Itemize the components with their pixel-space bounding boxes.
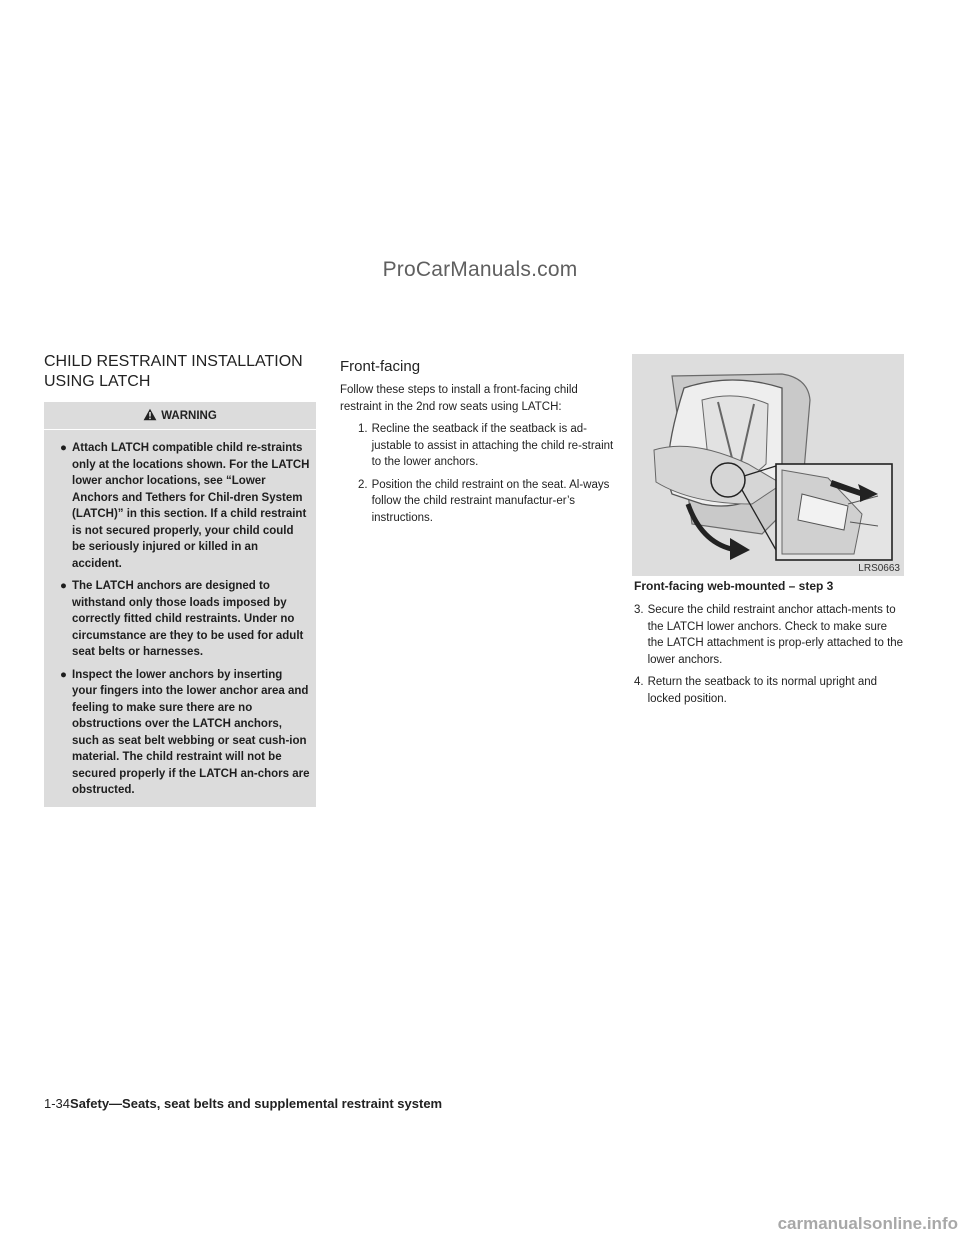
steps-list — [340, 421, 622, 526]
steps-list — [632, 602, 904, 707]
bullet-icon: ● — [60, 580, 67, 592]
section-title — [44, 352, 316, 392]
warning-list — [44, 430, 316, 799]
watermark-bottom: carmanualsonline.info — [777, 1214, 958, 1233]
warning-triangle-icon — [143, 408, 157, 424]
step-text: Return the seatback to its normal upright and locked position. — [647, 676, 878, 705]
warning-item — [60, 578, 310, 661]
step-item — [634, 674, 904, 707]
step-text: Secure the child restraint anchor attach-ments to the LATCH lower anchors. Check to make sure the LATCH attachment is prop-erly attached to the lower anchors. — [647, 604, 904, 666]
section-title-line2: USING LATCH — [44, 373, 151, 390]
step-item — [358, 421, 622, 471]
step-item — [358, 477, 622, 527]
step-number: 3. — [634, 604, 644, 616]
figure-code: LRS0663 — [858, 563, 900, 574]
step-number: 4. — [634, 676, 644, 688]
warning-item-text: Attach LATCH compatible child re-straints only at the locations shown. For the LATCH lower anchor locations, see “Lower Anchors and Tethers for Chil-dren System (LATCH)” in this section. If a child restraint is not secured properly, your child could be seriously injured or killed in an accident. — [72, 442, 310, 570]
warning-item — [60, 440, 310, 572]
step-item — [634, 602, 904, 668]
middle-column — [340, 358, 622, 526]
figure-illustration — [632, 354, 904, 576]
section-title-line1: CHILD RESTRAINT INSTALLATION — [44, 353, 303, 370]
warning-box — [44, 402, 316, 807]
child-seat-illustration — [632, 354, 904, 576]
right-column — [632, 354, 904, 707]
page-footer — [44, 1096, 442, 1111]
page-number: 1-34 — [44, 1096, 71, 1111]
footer-title: Safety—Seats, seat belts and supplemental restraint system — [70, 1096, 443, 1111]
step-number: 1. — [358, 423, 368, 435]
warning-label: WARNING — [161, 410, 217, 422]
bullet-icon: ● — [60, 668, 67, 681]
warning-item-text: Inspect the lower anchors by inserting your fingers into the lower anchor area and feeling to make sure there are no obstructions over the LATCH anchors, such as seat belt webbing or seat cush-ion material. The child restraint will not be secured properly if the LATCH an-chors are obstructed. — [72, 668, 310, 796]
warning-item-text: The LATCH anchors are designed to withstand only those loads imposed by correctly fitted child restraints. Under no circumstance are they to be used for adult seat belts or harnesses. — [72, 580, 304, 658]
subsection-title: Front-facing — [340, 358, 421, 375]
intro-paragraph: Follow these steps to install a front-facing child restraint in the 2nd row seats using LATCH: — [340, 384, 578, 413]
step-text: Position the child restraint on the seat. Al-ways follow the child restraint manufactur-er’s instructions. — [371, 478, 610, 524]
figure-caption: Front-facing web-mounted – step 3 — [634, 579, 834, 593]
watermark-top: ProCarManuals.com — [382, 258, 578, 281]
warning-header — [44, 402, 316, 430]
step-number: 2. — [358, 478, 368, 491]
bullet-icon: ● — [60, 442, 67, 454]
step-text: Recline the seatback if the seatback is ad-justable to assist in attaching the child re-straint to the lower anchors. — [371, 423, 614, 468]
warning-item — [60, 667, 310, 799]
left-column — [44, 352, 316, 807]
